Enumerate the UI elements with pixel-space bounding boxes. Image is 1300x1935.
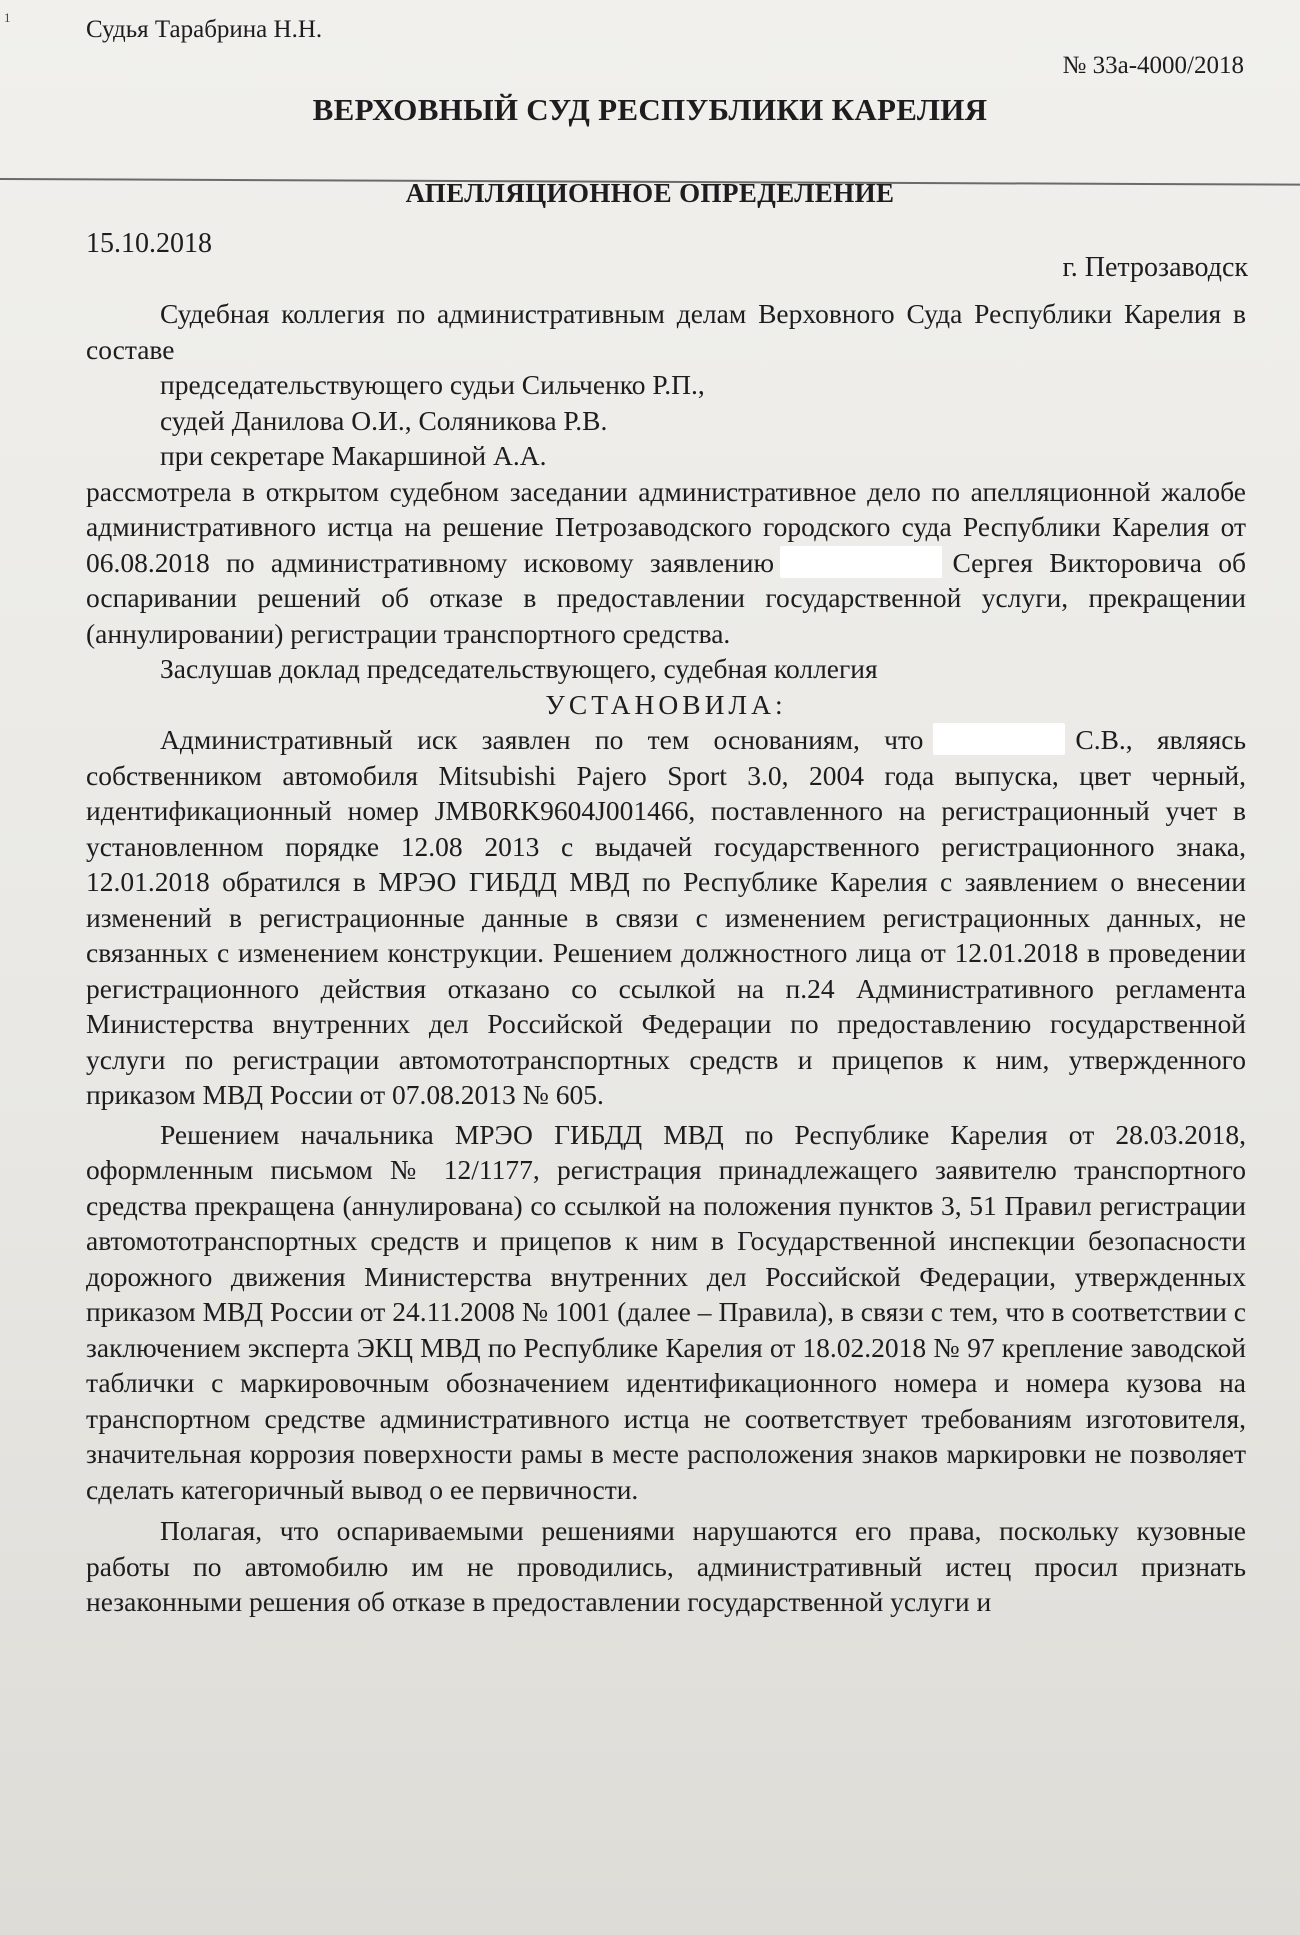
page-mark: 1 <box>4 10 11 25</box>
case-number: № 33а-4000/2018 <box>1062 52 1244 79</box>
document-type-title: АПЕЛЛЯЦИОННОЕ ОПРЕДЕЛЕНИЕ <box>405 178 895 208</box>
judges-line: судей Данилова О.И., Соляникова Р.В. <box>160 404 608 436</box>
redacted-surname <box>780 546 942 578</box>
document-date: 15.10.2018 <box>86 228 212 259</box>
document-body <box>86 296 1246 1620</box>
paragraph-1-text-b: С.В., являясь собственником автомобиля Mitsubishi Pajero Sport 3.0, 2004 года выпуска, цвет черный, идентификационный номер JMB0RK9604J001466, поставленного на регистрационный учет в установленном порядке 12.08 2013 с выдачей государственного регистрационного знака, 12.01.2018 обратился в МРЭО ГИБДД МВД по Республике Карелия с заявлением о внесении изменений в регистрационные данные в связи с изменением регистрационных данных, не связанных с изменением конструкции. Решением должностного лица от 12.01.2018 в проведении регистрационного действия отказано со ссылкой на п.24 Административного регламента Министерства внутренних дел Российской Федерации по предоставлению государственной услуги по регистрации автомототранспортных средств и прицепов к ним, утвержденного приказом МВД России от 07.08.2013 № 605. <box>86 724 1246 1110</box>
secretary-line: при секретаре Макаршиной А.А. <box>160 440 547 471</box>
court-title: ВЕРХОВНЫЙ СУД РЕСПУБЛИКИ КАРЕЛИЯ <box>312 92 988 127</box>
section-heading: УСТАНОВИЛА: <box>545 688 787 720</box>
paragraph-1-text-a: Административный иск заявлен по тем основаниям, что <box>160 724 924 755</box>
judge-name: Судья Тарабрина Н.Н. <box>86 16 323 43</box>
heard-paragraph: Заслушав доклад председательствующего, судебная коллегия <box>160 653 878 684</box>
considered-paragraph <box>86 474 1246 652</box>
paragraph-2: Решением начальника МРЭО ГИБДД МВД по Республике Карелия от 28.03.2018, оформленным письмом № 12/1177, регистрация принадлежащего заявителю транспортного средства прекращена (аннулирована) со ссылкой на положения пунктов 3, 51 Правил регистрации автомототранспортных средств и прицепов к ним в Государственной инспекции безопасности дорожного движения Министерства внутренних дел Российской Федерации, утвержденных приказом МВД России от 24.11.2008 № 1001 (далее – Правила), в связи с тем, что в соответствии с заключением эксперта ЭКЦ МВД по Республике Карелия от 18.02.2018 № 97 крепление заводской таблички с маркировочным обозначением идентификационного номера и номера кузова на транспортном средстве административного истца не соответствует требованиям изготовителя, значительная коррозия поверхности рамы в месте расположения знаков маркировки не позволяет сделать категоричный вывод о ее первичности. <box>86 1118 1246 1505</box>
intro-paragraph: Судебная коллегия по административным делам Верховного Суда Республики Карелия в составе <box>86 298 1246 365</box>
considered-text-a: рассмотрела в открытом судебном заседании административное дело по апелляционной жалобе административного истца на решение Петрозаводского городского суда Республики Карелия от 06.08.2018 по административному исковому заявлению <box>86 475 1246 578</box>
considered-text-b: Сергея Викторовича об оспаривании решений об отказе в предоставлении государственной услуги, прекращении (аннулировании) регистрации транспортного средства. <box>86 546 1246 649</box>
presiding-judge: председательствующего судьи Сильченко Р.П., <box>160 369 705 400</box>
document-city: г. Петрозаводск <box>1062 252 1248 283</box>
paragraph-1 <box>86 722 1246 1113</box>
redacted-surname <box>933 723 1065 755</box>
paragraph-3: Полагая, что оспариваемыми решениями нарушаются его права, поскольку кузовные работы по автомобилю им не проводились, административный истец просил признать незаконными решения об отказе в предоставлении государственной услуги и <box>86 1515 1246 1617</box>
